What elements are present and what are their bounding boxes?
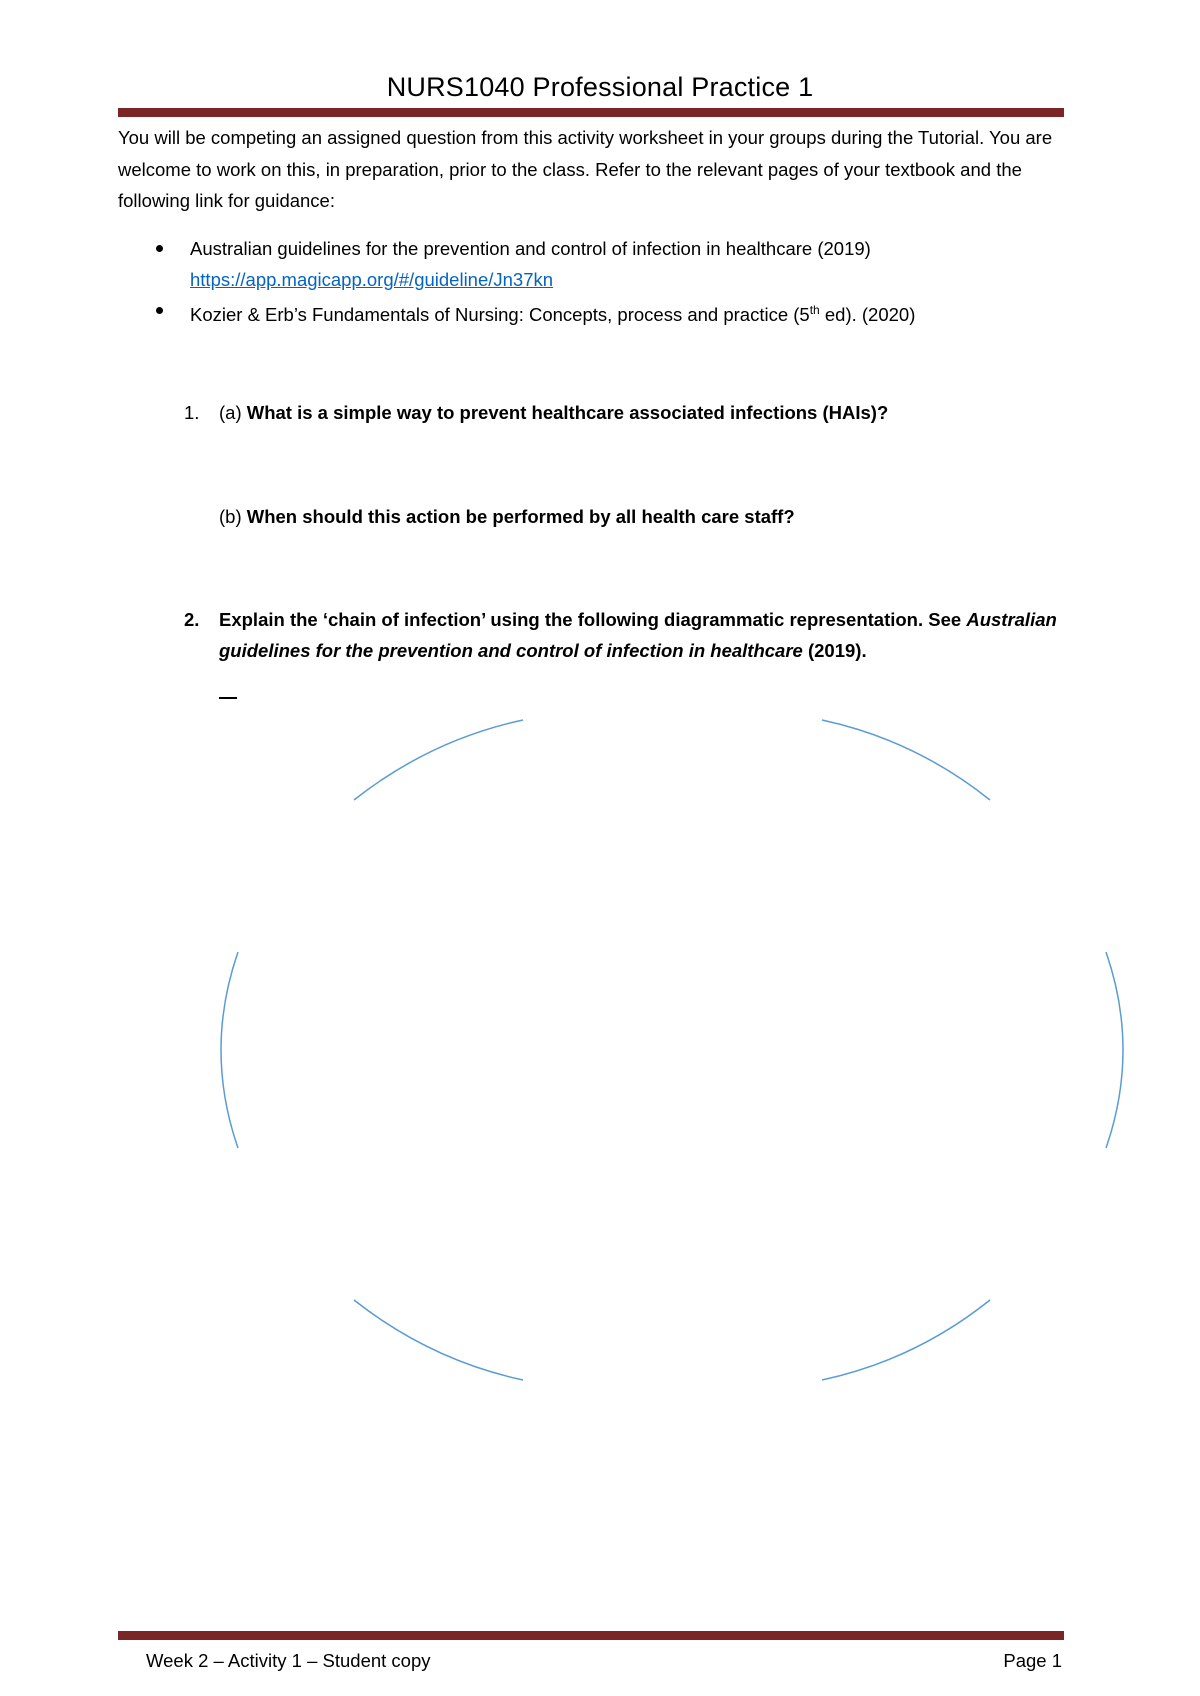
- question-2-italic: Australian guidelines for the prevention and control of infection in healthcare: [219, 609, 1057, 661]
- intro-text: You will be competing an assigned question from this activity worksheet in your groups during the Tutorial. You are welcome to work on this, in preparation, prior to the class. Refer to the relevant pages of your textbook and the following link for guidance:: [118, 127, 1053, 211]
- question-1b-label: (b): [219, 506, 247, 527]
- page-number: Page 1: [1003, 1650, 1062, 1671]
- arc-left: [221, 952, 238, 1148]
- textbook-suffix: ed). (2020): [819, 304, 916, 326]
- textbook-prefix: Kozier & Erb’s Fundamentals of Nursing: Concepts, process and practice (5: [190, 304, 810, 326]
- question-1a-text: What is a simple way to prevent healthcare associated infections (HAIs)?: [246, 402, 889, 423]
- arc-right: [1106, 952, 1123, 1148]
- question-2-text-end: (2019).: [802, 640, 867, 661]
- guideline-link[interactable]: https://app.magicapp.org/#/guideline/Jn37kn: [190, 269, 554, 290]
- question-number: 1.: [184, 402, 200, 423]
- question-number: 2.: [184, 609, 200, 630]
- textbook-edition-sup: th: [809, 303, 820, 317]
- arc-bottom-left: [354, 1300, 523, 1380]
- question-1a-label: (a): [219, 402, 247, 423]
- arc-bottom-right: [822, 1300, 990, 1380]
- question-1b-text: When should this action be performed by all health care staff?: [246, 506, 795, 527]
- footer-label: Week 2 – Activity 1 – Student copy: [146, 1650, 431, 1671]
- arc-top-right: [822, 720, 990, 800]
- diagram-arcs: [221, 720, 1123, 1380]
- page-title: NURS1040 Professional Practice 1: [386, 72, 814, 102]
- arc-top-left: [354, 720, 523, 800]
- question-2-text: Explain the ‘chain of infection’ using the following diagrammatic representation. See: [219, 609, 967, 630]
- guideline-title: Australian guidelines for the prevention and control of infection in healthcare (2019): [190, 238, 871, 259]
- footer-rule: [118, 1631, 1064, 1640]
